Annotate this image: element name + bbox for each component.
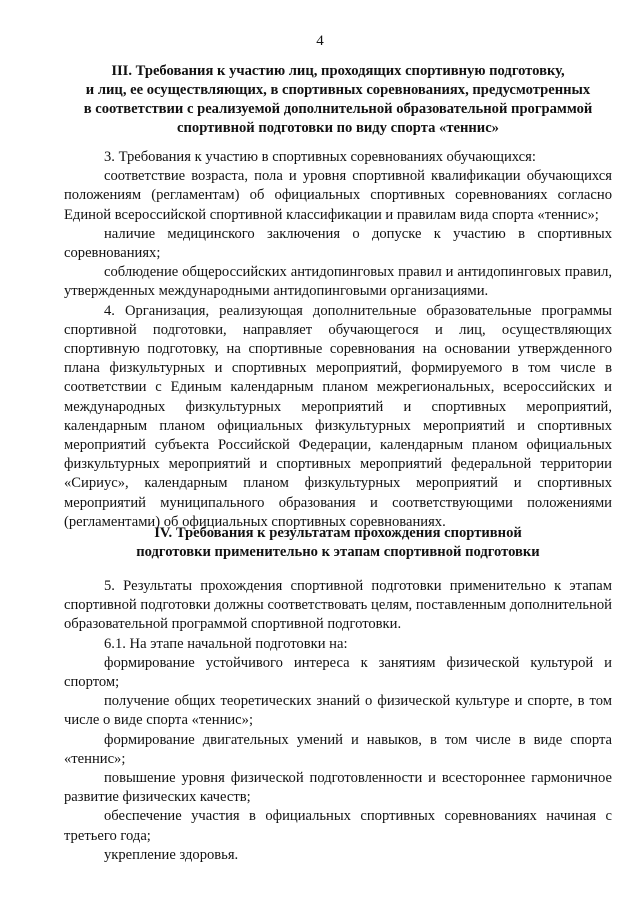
heading-line: и лиц, ее осуществляющих, в спортивных соревнованиях, предусмотренных xyxy=(85,82,591,98)
section-3-heading xyxy=(60,62,616,138)
paragraph: 6.1. На этапе начальной подготовки на: xyxy=(104,635,348,652)
heading-line: в соответствии с реализуемой дополнительной образовательной программой xyxy=(83,101,593,117)
page-number: 4 xyxy=(316,33,324,49)
paragraph: укрепление здоровья. xyxy=(104,846,239,863)
section-3-body xyxy=(64,148,612,532)
paragraph: получение общих теоретических знаний о физической культуре и спорте, в том числе о виде спорта «теннис»; xyxy=(64,693,612,729)
heading-line: спортивной подготовки по виду спорта «теннис» xyxy=(177,120,499,136)
paragraph: соблюдение общероссийских антидопинговых правил и антидопинговых правил, утвержденных международными антидопинговыми организациями. xyxy=(64,264,612,300)
paragraph: соответствие возраста, пола и уровня спортивной квалификации обучающихся положениям (регламентам) об официальных спортивных соревнованиях согласно Единой всероссийской спортивной классификации и правилам вида спорта «теннис»; xyxy=(64,168,612,223)
heading-line: подготовки применительно к этапам спортивной подготовки xyxy=(136,544,540,560)
paragraph: наличие медицинского заключения о допуске к участию в спортивных соревнованиях; xyxy=(64,225,612,262)
paragraph: формирование двигательных умений и навыков, в том числе в виде спорта «теннис»; xyxy=(64,731,612,767)
heading-line: III. Требования к участию лиц, проходящих спортивную подготовку, xyxy=(111,63,565,79)
section-4-body xyxy=(64,577,612,865)
heading-line: IV. Требования к результатам прохождения спортивной xyxy=(154,525,522,541)
paragraph: формирование устойчивого интереса к занятиям физической культурой и спортом; xyxy=(64,654,612,691)
paragraph: 4. Организация, реализующая дополнительные образовательные программы спортивной подготовки, направляет обучающегося и лиц, осуществляющих спортивную подготовку, на спортивные соревнования на основании утвержденного плана физкультурных и спортивных мероприятий, формируемого в том числе в соответствии с Единым календарным планом межрегиональных, всероссийских и международных физкультурных мероприятий и спортивных мероприятий, календарным планом официальных физкультурных мероприятий и спортивных мероприятий субъекта Российской Федерации, календарным планом официальных физкультурных мероприятий и спортивных мероприятий федеральной территории «Сириус», календарным планом физкультурных мероприятий и спортивных мероприятий муниципального образования и соответствующими положениями (регламентами) об официальных спортивных соревнованиях. xyxy=(64,302,612,530)
section-4-heading xyxy=(60,524,616,562)
paragraph: 5. Результаты прохождения спортивной подготовки применительно к этапам спортивной подготовки должны соответствовать целям, поставленным дополнительной образовательной программой спортивной подготовки. xyxy=(64,578,612,633)
paragraph: обеспечение участия в официальных спортивных соревнованиях начиная с третьего года; xyxy=(64,808,612,844)
paragraph: 3. Требования к участию в спортивных соревнованиях обучающихся: xyxy=(104,149,536,165)
paragraph: повышение уровня физической подготовленности и всестороннее гармоничное развитие физических качеств; xyxy=(64,770,612,806)
